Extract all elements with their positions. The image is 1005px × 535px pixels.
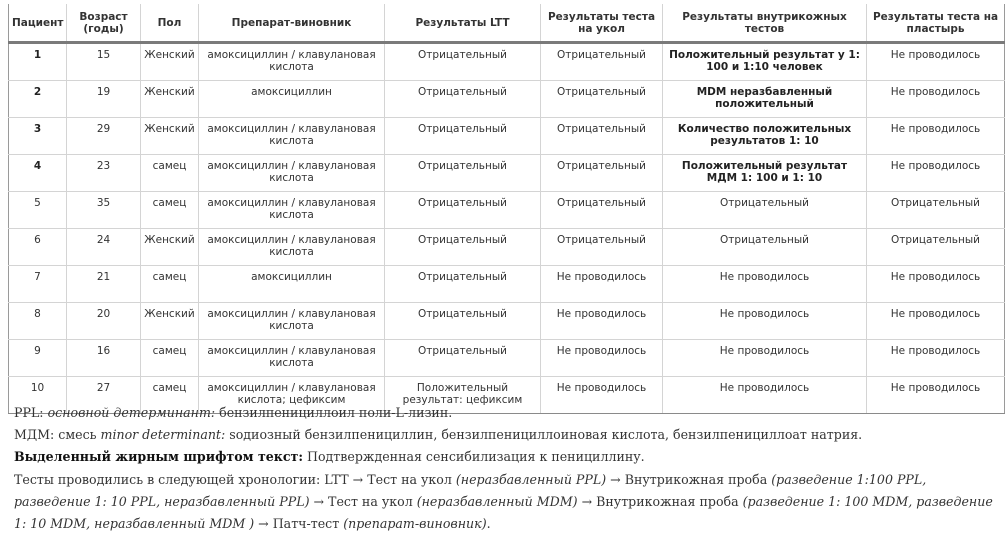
chronology-detail: (препарат-виновник) bbox=[343, 516, 487, 532]
chronology-detail: (разведение 1:100 PPL, разведение 1: 10 PPL, неразбавленный PPL) bbox=[14, 471, 927, 509]
cell-patient: 8 bbox=[9, 303, 67, 340]
cell-prick: Отрицательный bbox=[541, 118, 663, 155]
cell-ltt: Положительный результат: цефиксим bbox=[385, 377, 541, 414]
header-patient: Пациент bbox=[9, 4, 67, 43]
cell-age: 23 bbox=[67, 155, 141, 192]
cell-sex: Женский bbox=[141, 303, 199, 340]
cell-sex: Женский bbox=[141, 229, 199, 266]
cell-patient: 9 bbox=[9, 340, 67, 377]
cell-patient: 5 bbox=[9, 192, 67, 229]
cell-patient: 6 bbox=[9, 229, 67, 266]
cell-drug: амоксициллин / клавулановая кислота bbox=[199, 229, 385, 266]
chronology-detail: (разведение 1: 100 MDM, разведение 1: 10 MDM, неразбавленный MDM ) bbox=[14, 493, 993, 532]
cell-drug: амоксициллин / клавулановая кислота; цефиксим bbox=[199, 377, 385, 414]
cell-intradermal: Отрицательный bbox=[663, 192, 867, 229]
cell-sex: самец bbox=[141, 266, 199, 303]
cell-intradermal: Положительный результат у 1: 100 и 1:10 человек bbox=[663, 43, 867, 81]
cell-prick: Отрицательный bbox=[541, 192, 663, 229]
cell-intradermal: Количество положительных результатов 1: 10 bbox=[663, 118, 867, 155]
cell-sex: самец bbox=[141, 377, 199, 414]
cell-patient: 2 bbox=[9, 81, 67, 118]
note-ppl-term: основной детерминант: bbox=[47, 405, 216, 420]
cell-patch: Не проводилось bbox=[867, 81, 1005, 118]
table-row bbox=[9, 81, 1005, 118]
cell-prick: Не проводилось bbox=[541, 266, 663, 303]
chronology-text: → Внутрикожная проба bbox=[606, 471, 772, 487]
cell-age: 21 bbox=[67, 266, 141, 303]
table-header-row bbox=[9, 4, 1005, 43]
cell-prick: Отрицательный bbox=[541, 81, 663, 118]
header-drug: Препарат-виновник bbox=[199, 4, 385, 43]
cell-sex: самец bbox=[141, 192, 199, 229]
cell-prick: Отрицательный bbox=[541, 229, 663, 266]
cell-patient: 4 bbox=[9, 155, 67, 192]
cell-patch: Не проводилось bbox=[867, 155, 1005, 192]
table-footnotes bbox=[14, 402, 999, 535]
cell-age: 16 bbox=[67, 340, 141, 377]
cell-patient: 3 bbox=[9, 118, 67, 155]
cell-prick: Не проводилось bbox=[541, 340, 663, 377]
cell-ltt: Отрицательный bbox=[385, 303, 541, 340]
note-mdm-label: МДМ: смесь bbox=[14, 427, 101, 443]
table-row bbox=[9, 229, 1005, 266]
chronology-detail: (неразбавленный PPL) bbox=[455, 471, 607, 487]
cell-drug: амоксициллин / клавулановая кислота bbox=[199, 43, 385, 81]
cell-ltt: Отрицательный bbox=[385, 118, 541, 155]
note-mdm bbox=[14, 424, 999, 446]
cell-ltt: Отрицательный bbox=[385, 81, 541, 118]
header-ltt: Результаты LTT bbox=[385, 4, 541, 43]
cell-patch: Не проводилось bbox=[867, 266, 1005, 303]
cell-patch: Не проводилось bbox=[867, 303, 1005, 340]
cell-prick: Не проводилось bbox=[541, 377, 663, 414]
cell-patch: Не проводилось bbox=[867, 377, 1005, 414]
cell-prick: Отрицательный bbox=[541, 155, 663, 192]
cell-age: 19 bbox=[67, 81, 141, 118]
cell-ltt: Отрицательный bbox=[385, 155, 541, 192]
cell-age: 24 bbox=[67, 229, 141, 266]
table-row bbox=[9, 192, 1005, 229]
cell-patch: Отрицательный bbox=[867, 192, 1005, 229]
cell-drug: амоксициллин bbox=[199, 81, 385, 118]
cell-patient: 7 bbox=[9, 266, 67, 303]
note-mdm-term: minor determinant: bbox=[100, 427, 226, 443]
note-bold-text: Подтвержденная сенсибилизация к пенициллину. bbox=[302, 449, 645, 465]
note-chronology bbox=[14, 469, 999, 535]
cell-ltt: Отрицательный bbox=[385, 192, 541, 229]
chronology-text: → Внутрикожная проба bbox=[577, 493, 743, 509]
chronology-text: → Патч-тест bbox=[254, 516, 344, 532]
header-sex: Пол bbox=[141, 4, 199, 43]
cell-patch: Не проводилось bbox=[867, 118, 1005, 155]
header-patch: Результаты теста на пластырь bbox=[867, 4, 1005, 43]
table-row bbox=[9, 266, 1005, 303]
note-ppl-label: PPL: bbox=[14, 405, 48, 420]
cell-prick: Отрицательный bbox=[541, 43, 663, 81]
cell-patch: Не проводилось bbox=[867, 43, 1005, 81]
cell-age: 15 bbox=[67, 43, 141, 81]
table-row bbox=[9, 155, 1005, 192]
chronology-text: → Тест на укол bbox=[309, 493, 417, 509]
header-prick: Результаты теста на укол bbox=[541, 4, 663, 43]
header-age: Возраст (годы) bbox=[67, 4, 141, 43]
cell-drug: амоксициллин / клавулановая кислота bbox=[199, 118, 385, 155]
note-ppl bbox=[14, 402, 999, 424]
cell-sex: Женский bbox=[141, 43, 199, 81]
table-row bbox=[9, 340, 1005, 377]
cell-drug: амоксициллин bbox=[199, 266, 385, 303]
cell-intradermal: MDM неразбавленный положительный bbox=[663, 81, 867, 118]
note-bold bbox=[14, 446, 999, 468]
chronology-text: Тесты проводились в следующей хронологии: LTT → Тест на укол bbox=[14, 471, 456, 487]
cell-ltt: Отрицательный bbox=[385, 43, 541, 81]
cell-intradermal: Не проводилось bbox=[663, 377, 867, 414]
cell-age: 20 bbox=[67, 303, 141, 340]
cell-intradermal: Не проводилось bbox=[663, 340, 867, 377]
cell-prick: Не проводилось bbox=[541, 303, 663, 340]
cell-sex: Женский bbox=[141, 118, 199, 155]
note-ppl-text: бензилпенициллоил поли-L-лизин. bbox=[215, 405, 453, 420]
header-intradermal: Результаты внутрикожных тестов bbox=[663, 4, 867, 43]
cell-intradermal: Не проводилось bbox=[663, 303, 867, 340]
cell-sex: самец bbox=[141, 340, 199, 377]
cell-patient: 10 bbox=[9, 377, 67, 414]
note-bold-label: Выделенный жирным шрифтом текст: bbox=[14, 449, 303, 465]
cell-drug: амоксициллин / клавулановая кислота bbox=[199, 155, 385, 192]
cell-intradermal: Не проводилось bbox=[663, 266, 867, 303]
table-row bbox=[9, 43, 1005, 81]
cell-intradermal: Положительный результат МДМ 1: 100 и 1: 10 bbox=[663, 155, 867, 192]
cell-patient: 1 bbox=[9, 43, 67, 81]
cell-ltt: Отрицательный bbox=[385, 340, 541, 377]
note-mdm-text: sодиозный бензилпенициллин, бензилпенициллоиновая кислота, бензилпенициллоат натрия. bbox=[225, 427, 863, 443]
cell-patch: Не проводилось bbox=[867, 340, 1005, 377]
cell-age: 35 bbox=[67, 192, 141, 229]
table-row bbox=[9, 118, 1005, 155]
cell-age: 29 bbox=[67, 118, 141, 155]
cell-drug: амоксициллин / клавулановая кислота bbox=[199, 192, 385, 229]
cell-drug: амоксициллин / клавулановая кислота bbox=[199, 303, 385, 340]
chronology-text: . bbox=[486, 516, 491, 532]
chronology-detail: (неразбавленный MDM) bbox=[416, 493, 578, 509]
cell-drug: амоксициллин / клавулановая кислота bbox=[199, 340, 385, 377]
cell-patch: Отрицательный bbox=[867, 229, 1005, 266]
cell-age: 27 bbox=[67, 377, 141, 414]
cell-ltt: Отрицательный bbox=[385, 266, 541, 303]
cell-sex: самец bbox=[141, 155, 199, 192]
cell-intradermal: Отрицательный bbox=[663, 229, 867, 266]
table-row bbox=[9, 303, 1005, 340]
results-table bbox=[8, 4, 1005, 414]
cell-sex: Женский bbox=[141, 81, 199, 118]
cell-ltt: Отрицательный bbox=[385, 229, 541, 266]
